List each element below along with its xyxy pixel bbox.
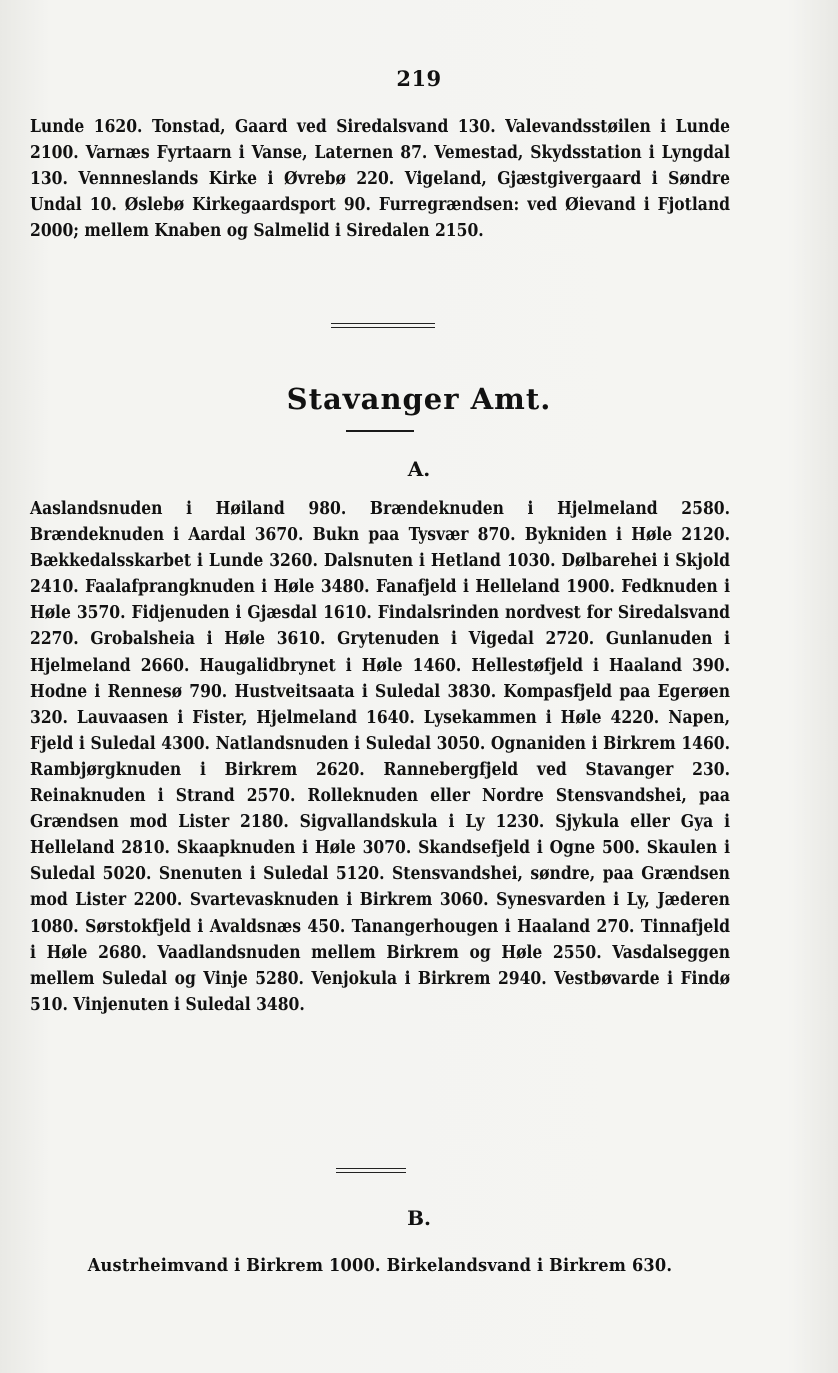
section-a-paragraph: Aaslandsnuden i Høiland 980. Brændeknuden i Hjelmeland 2580. Brændeknuden i Aardal 3670. Bukn paa Tysvær 870. Bykniden i Høle 2120. Bækkedalsskarbet i Lunde 3260. Dalsnuten i Hetland 1030. Dølbarehei i Skjold 2410. Faalafprangknuden i Høle 3480. Fanafjeld i Helleland 1900. Fedknuden i Høle 3570. Fidjenuden i Gjæsdal 1610. Findalsrinden nordvest for Siredalsvand 2270. Grobalsheia i Høle 3610. Grytenuden i Vigedal 2720. Gunlanuden i Hjelmeland 2660. Haugalidbrynet i Høle 1460. Hellestøfjeld i Haaland 390. Hodne i Rennesø 790. Hustveitsaata i Suledal 3830. Kompasfjeld paa Egerøen 320. Lauvaasen i Fister, Hjelmeland 1640. Lysekammen i Høle 4220. Napen, Fjeld i Suledal 4300. Natlandsnuden i Suledal 3050. Ognaniden i Birkrem 1460. Rambjørgknuden i Birkrem 2620. Rannebergfjeld ved Stavanger 230. Reinaknuden i Strand 2570. Rolleknuden eller Nordre Stensvandshei, paa Grændsen mod Lister 2180. Sigvallandskula i Ly 1230. Sjykula eller Gya i Helleland 2810. Skaapknuden i Høle 3070. Skandsefjeld i Ogne 500. Skaulen i Suledal 5020. Snenuten i Suledal 5120. Stensvandshei, søndre, paa Grændsen mod Lister 2200. Svartevasknuden i Birkrem 3060. Synesvarden i Ly, Jæderen 1080. Sørstokfjeld i Avaldsnæs 450. Tanangerhougen i Haaland 270. Tinnafjeld i Høle 2680. Vaadlandsnuden mellem Birkrem og Høle 2550. Vasdalseggen mellem Suledal og Vinje 5280. Venjokula i Birkrem 2940. Vestbøvarde i Findø 510. Vinjenuten i Suledal 3480.: [30, 499, 730, 1015]
section-divider-ab: [336, 1168, 406, 1173]
section-divider-top: [331, 323, 435, 328]
section-b-letter: B.: [407, 1206, 431, 1230]
page-number: 219: [396, 66, 442, 91]
section-a-letter: A.: [407, 457, 431, 481]
section-heading: Stavanger Amt.: [286, 382, 552, 416]
section-b-paragraph: Austrheimvand i Birkrem 1000. Birkelandsvand i Birkrem 630.: [87, 1255, 673, 1276]
heading-underline: [346, 430, 414, 432]
intro-paragraph: Lunde 1620. Tonstad, Gaard ved Siredalsvand 130. Valevandsstøilen i Lunde 2100. Varnæs Fyrtaarn i Vanse, Laternen 87. Vemestad, Skydsstation i Lyngdal 130. Vennneslands Kirke i Øvrebø 220. Vigeland, Gjæstgivergaard i Søndre Undal 10. Øslebø Kirkegaardsport 90. Furregrændsen: ved Øievand i Fjotland 2000; mellem Knaben og Salmelid i Siredalen 2150.: [30, 117, 730, 242]
